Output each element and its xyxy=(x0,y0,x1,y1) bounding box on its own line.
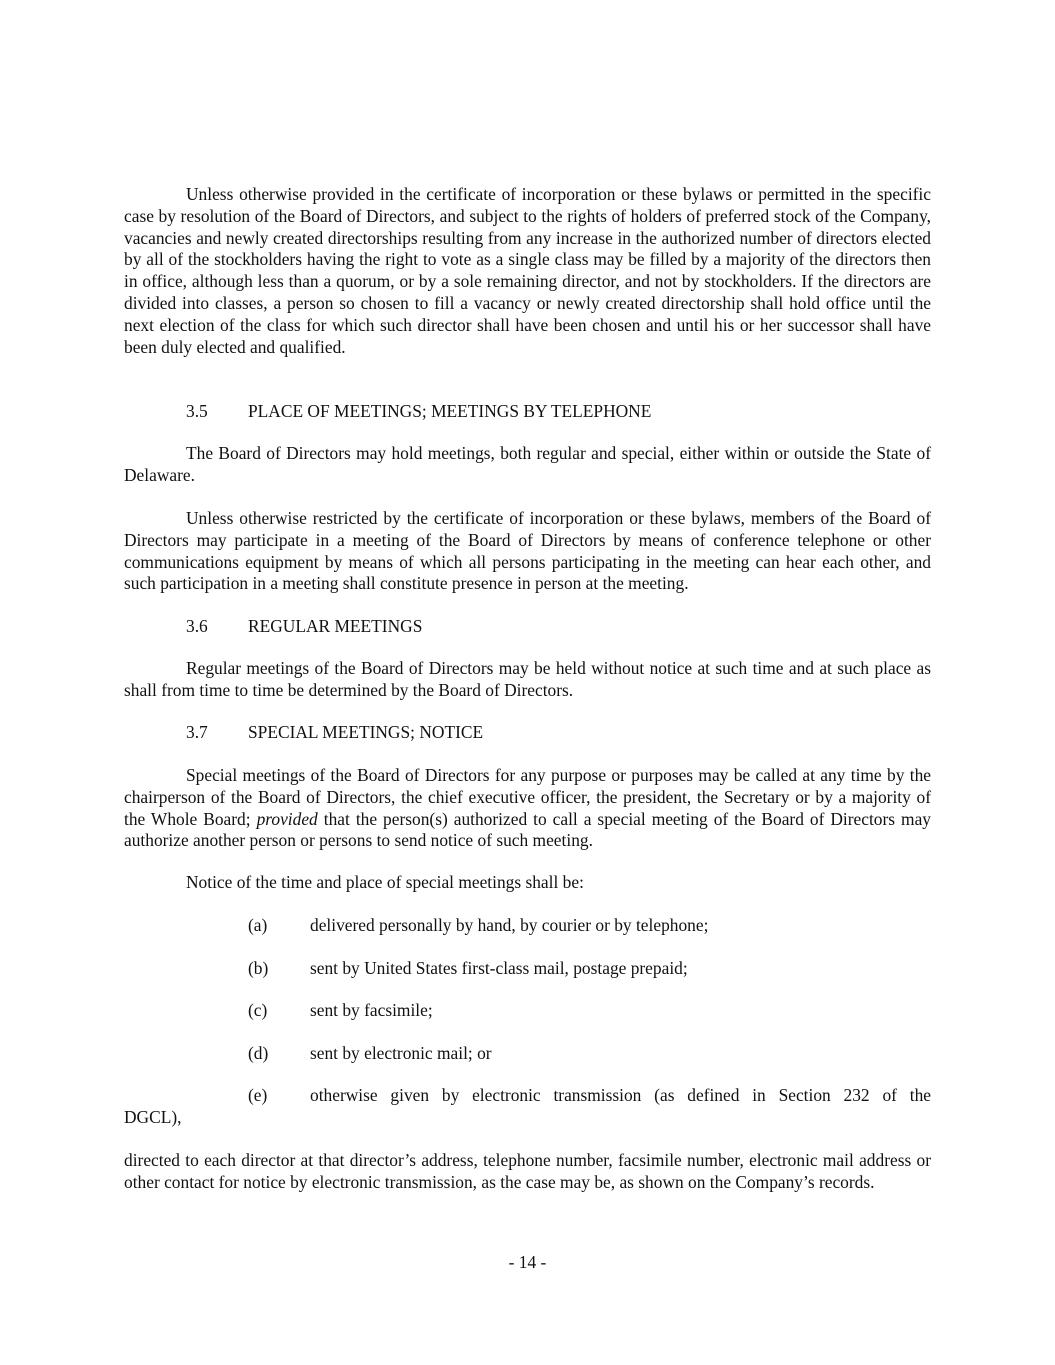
paragraph-regular: Regular meetings of the Board of Directors may be held without notice at such time and at such place as shall from time to time be determined by the Board of Directors. xyxy=(124,658,931,700)
special-text-italic: provided xyxy=(256,808,318,829)
section-number: 3.7 xyxy=(186,722,208,742)
list-item-first-line xyxy=(248,1085,931,1107)
paragraph-vacancies: Unless otherwise provided in the certificate of incorporation or these bylaws or permitted in the specific case by resolution of the Board of Directors, and subject to the rights of holders of preferred stock of the Company, vacancies and newly created directorships resulting from any increase in the authorized number of directors elected by all of the stockholders having the right to vote as a single class may be filled by a majority of the directors then in office, although less than a quorum, or by a sole remaining director, and not by stockholders. If the directors are divided into classes, a person so chosen to fill a vacancy or newly created directorship shall hold office until the next election of the class for which such director shall have been chosen and until his or her successor shall have been duly elected and qualified. xyxy=(124,184,931,357)
list-item-text: delivered personally by hand, by courier or by telephone; xyxy=(310,915,709,935)
section-title: REGULAR MEETINGS xyxy=(248,616,423,636)
list-item xyxy=(248,1043,492,1065)
section-number: 3.6 xyxy=(186,616,208,636)
list-item-label: (e) xyxy=(248,1085,268,1105)
paragraph-place-2: Unless otherwise restricted by the certificate of incorporation or these bylaws, members of the Board of Directors may participate in a meeting of the Board of Directors by means of conference telephone or other communications equipment by means of which all persons participating in the meeting can hear each other, and such participation in a meeting shall constitute presence in person at the meeting. xyxy=(124,508,931,594)
section-heading-3-6 xyxy=(186,616,422,638)
list-item-label: (a) xyxy=(248,915,268,935)
paragraph-directed: directed to each director at that director’s address, telephone number, facsimile number, electronic mail address or other contact for notice by electronic transmission, as the case may be, as shown on the Company’s records. xyxy=(124,1150,931,1192)
paragraph-place-1: The Board of Directors may hold meetings, both regular and special, either within or outside the State of Delaware. xyxy=(124,443,931,485)
section-heading-3-7 xyxy=(186,722,483,744)
page-number: - 14 - xyxy=(508,1252,547,1272)
list-item-text: otherwise given by electronic transmission (as defined in Section 232 of the xyxy=(310,1085,931,1105)
list-item-label: (c) xyxy=(248,1000,268,1020)
section-title: SPECIAL MEETINGS; NOTICE xyxy=(248,722,484,742)
paragraph-notice-intro: Notice of the time and place of special meetings shall be: xyxy=(186,872,584,892)
section-number: 3.5 xyxy=(186,401,208,421)
list-item-continuation: DGCL), xyxy=(124,1106,182,1127)
list-item xyxy=(248,958,688,980)
list-item xyxy=(124,1085,931,1129)
section-title: PLACE OF MEETINGS; MEETINGS BY TELEPHONE xyxy=(248,401,652,421)
list-item-text: sent by facsimile; xyxy=(310,1000,433,1020)
list-item-label: (d) xyxy=(248,1043,269,1063)
list-item-label: (b) xyxy=(248,958,269,978)
special-text-part-2: that the person(s) authorized to call a special meeting of the Board of Directors may authorize another person or persons to send notice of such meeting. xyxy=(124,808,931,851)
list-item-text: sent by United States first-class mail, postage prepaid; xyxy=(310,958,688,978)
special-text-part-1: Special meetings of the Board of Directors for any purpose or purposes may be called at any time by the chairperson of the Board of Directors, the chief executive officer, the president, the Secretary or by a majority of the Whole Board; xyxy=(124,765,931,829)
list-item xyxy=(248,1000,433,1022)
section-heading-3-5 xyxy=(186,401,651,423)
list-item-text: sent by electronic mail; or xyxy=(310,1043,492,1063)
paragraph-special-1 xyxy=(124,765,931,852)
list-item xyxy=(248,915,708,937)
